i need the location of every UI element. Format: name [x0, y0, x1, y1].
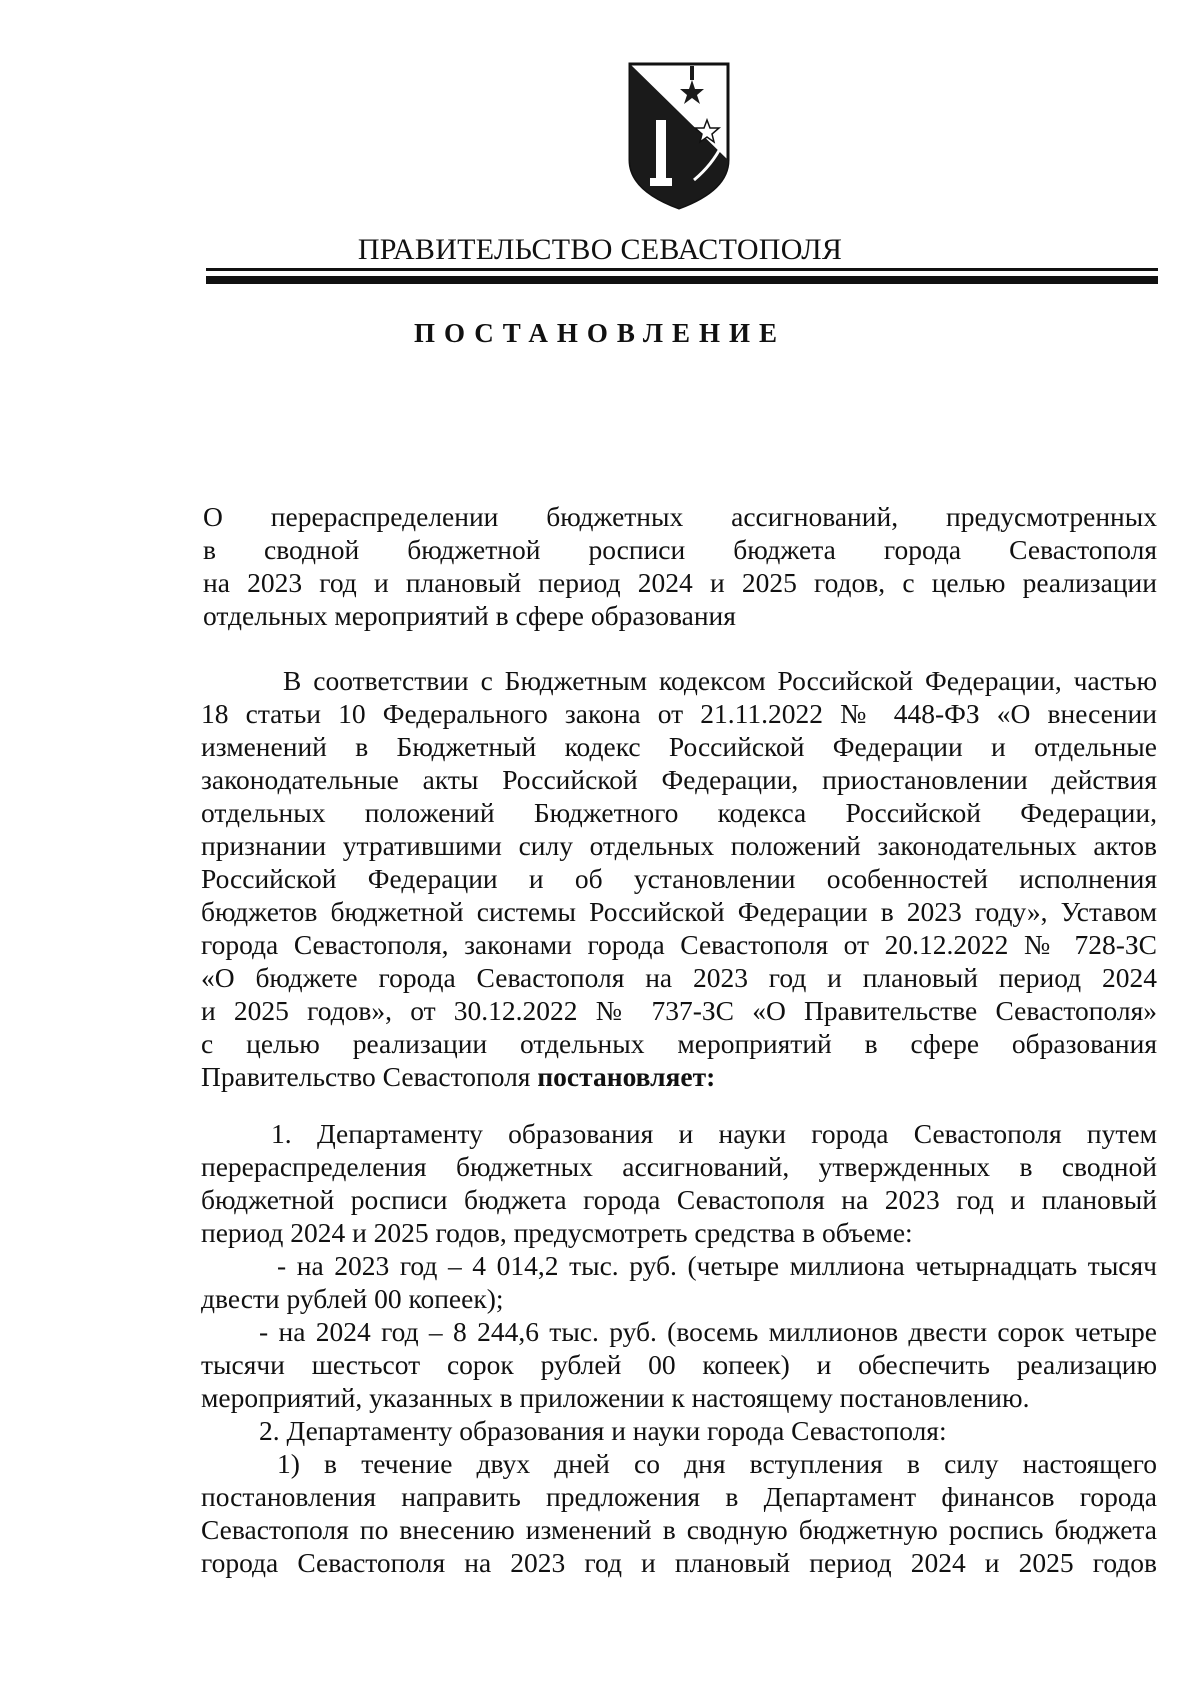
clause-2-item-1: [201, 1447, 1157, 1579]
text-line: постановления направить предложения в Департамент финансов города: [201, 1481, 1157, 1512]
resolves-verb: постановляет:: [537, 1061, 716, 1092]
funding-item-2024: [201, 1315, 1157, 1414]
text-line: Севастополя по внесению изменений в сводную бюджетную роспись бюджета: [201, 1514, 1157, 1545]
document-body: [201, 664, 1157, 1579]
clause-2: [201, 1414, 1157, 1447]
clause-1: [201, 1117, 1157, 1249]
text-line: отдельных положений Бюджетного кодекса Российской Федерации,: [201, 797, 1157, 828]
text-line: бюджетов бюджетной системы Российской Федерации в 2023 году», Уставом: [201, 896, 1157, 927]
text-line: «О бюджете города Севастополя на 2023 год и плановый период 2024: [201, 962, 1157, 993]
text-line: двести рублей 00 копеек);: [201, 1283, 504, 1314]
document-title: [203, 500, 1157, 632]
coat-of-arms-icon: [622, 60, 736, 210]
title-line: отдельных мероприятий в сфере образования: [203, 600, 736, 631]
funding-item-2023: [201, 1249, 1157, 1315]
text-line: признании утратившими силу отдельных положений законодательных актов: [201, 830, 1157, 861]
government-name: Правительство Севастополя: [201, 1061, 531, 1092]
text-line: [201, 1060, 1157, 1093]
title-line: О перераспределении бюджетных ассигнований, предусмотренных: [203, 501, 1157, 532]
header-divider-thin: [206, 268, 1158, 271]
text-line: 1) в течение двух дней со дня вступления в силу настоящего: [277, 1448, 1157, 1479]
text-line: перераспределения бюджетных ассигнований, утвержденных в сводной: [201, 1151, 1157, 1182]
text-line: Российской Федерации и об установлении особенностей исполнения: [201, 863, 1157, 894]
preamble-paragraph: [201, 664, 1157, 1093]
text-line: и 2025 годов», от 30.12.2022 № 737-ЗС «О Правительстве Севастополя»: [201, 995, 1157, 1026]
text-line: с целью реализации отдельных мероприятий в сфере образования: [201, 1028, 1157, 1059]
text-line: - на 2023 год – 4 014,2 тыс. руб. (четыре миллиона четырнадцать тысяч: [277, 1250, 1157, 1281]
title-line: в сводной бюджетной росписи бюджета города Севастополя: [203, 534, 1157, 565]
text-line: период 2024 и 2025 годов, предусмотреть средства в объеме:: [201, 1217, 913, 1248]
text-line: В соответствии с Бюджетным кодексом Российской Федерации, частью: [283, 665, 1157, 696]
text-line: 1. Департаменту образования и науки города Севастополя путем: [271, 1118, 1157, 1149]
text-line: - на 2024 год – 8 244,6 тыс. руб. (восемь миллионов двести сорок четыре: [259, 1316, 1157, 1347]
text-line: города Севастополя, законами города Севастополя от 20.12.2022 № 728-ЗС: [201, 929, 1157, 960]
header-divider-thick: [206, 276, 1158, 284]
text-line: бюджетной росписи бюджета города Севастополя на 2023 год и плановый: [201, 1184, 1157, 1215]
document-type: ПОСТАНОВЛЕНИЕ: [413, 318, 787, 348]
text-line: законодательные акты Российской Федерации, приостановлении действия: [201, 764, 1157, 795]
text-line: 18 статьи 10 Федерального закона от 21.11.2022 № 448-ФЗ «О внесении: [201, 698, 1157, 729]
text-line: мероприятий, указанных в приложении к настоящему постановлению.: [201, 1382, 1030, 1413]
text-line: 2. Департаменту образования и науки города Севастополя:: [259, 1415, 947, 1446]
organization-name: ПРАВИТЕЛЬСТВО СЕВАСТОПОЛЯ: [357, 233, 843, 266]
text-line: города Севастополя на 2023 год и плановый период 2024 и 2025 годов: [201, 1547, 1157, 1578]
title-line: на 2023 год и плановый период 2024 и 2025 годов, с целью реализации: [203, 567, 1157, 598]
text-line: изменений в Бюджетный кодекс Российской Федерации и отдельные: [201, 731, 1157, 762]
text-line: тысячи шестьсот сорок рублей 00 копеек) и обеспечить реализацию: [201, 1349, 1157, 1380]
